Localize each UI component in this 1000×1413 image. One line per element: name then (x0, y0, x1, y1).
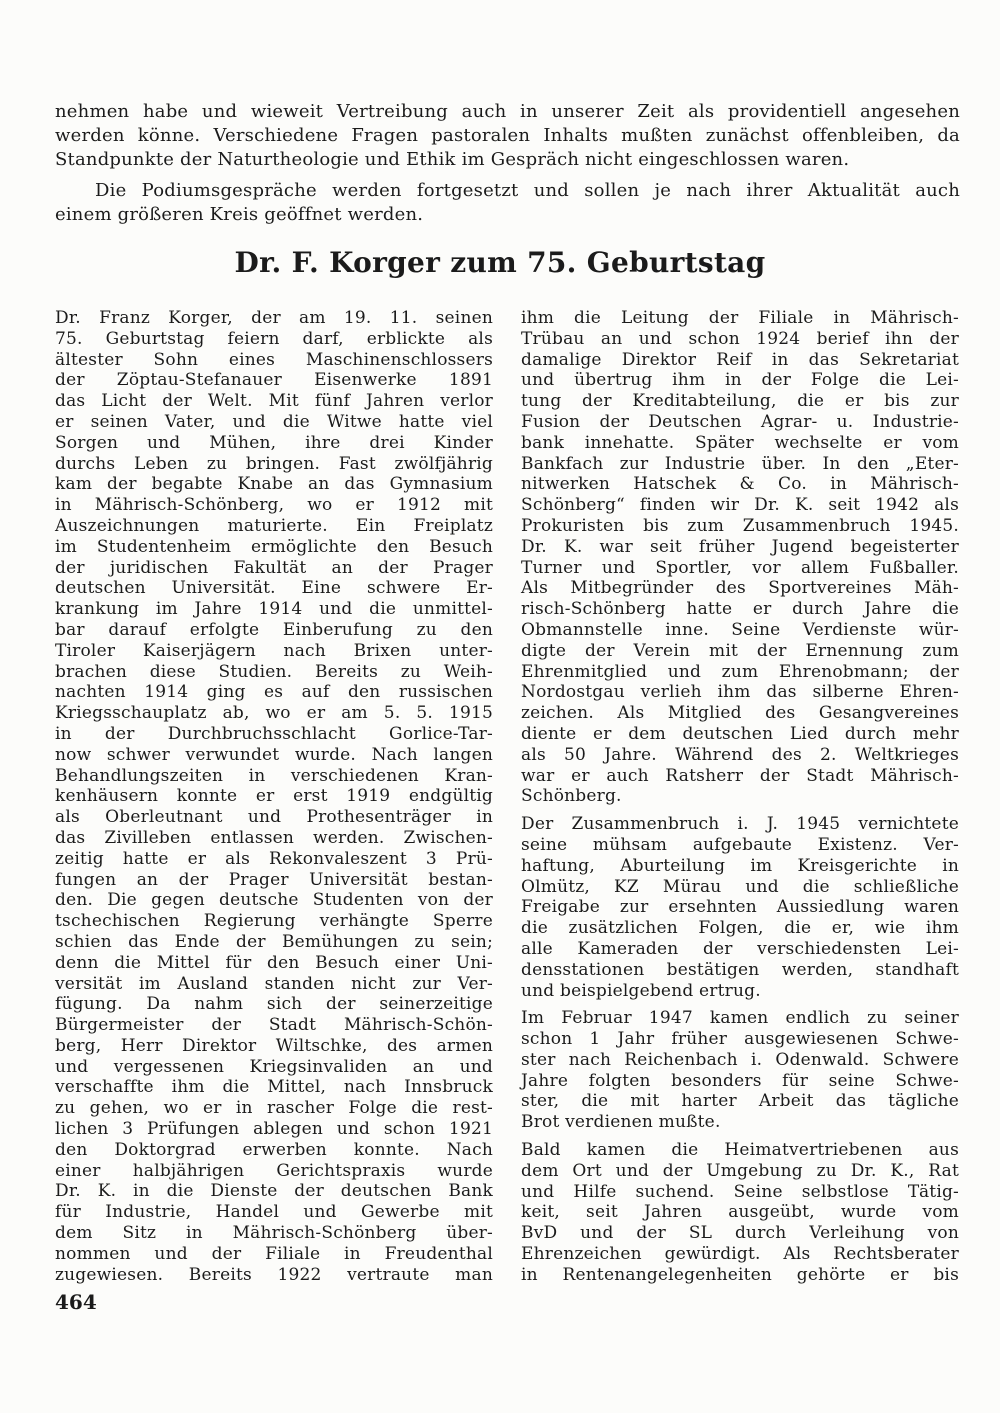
text-line: tschechischen Regierung verhängte Sperre (55, 911, 493, 932)
text-line: der juridischen Fakultät an der Prager (55, 557, 493, 578)
text-line: Olmütz, KZ Mürau und die schließliche (521, 876, 959, 897)
text-line: keit, seit Jahren ausgeübt, wurde vom (521, 1202, 959, 1223)
text-line: nommen und der Filiale in Freudenthal (55, 1243, 493, 1264)
text-line: dem Sitz in Mährisch-Schönberg über- (55, 1223, 493, 1244)
text-line: der Zöptau-Stefanauer Eisenwerke 1891 (55, 370, 493, 391)
text-line: nehmen habe und wieweit Vertreibung auch in unserer Zeit als providentiell angesehen (55, 101, 960, 122)
text-line: Fusion der Deutschen Agrar- u. Industrie- (521, 411, 959, 432)
text-line: nachten 1914 ging es auf den russischen (55, 682, 493, 703)
text-line: als Oberleutnant und Prothesenträger in (55, 807, 493, 828)
text-line: den. Die gegen deutsche Studenten von der (55, 890, 493, 911)
text-line: Der Zusammenbruch i. J. 1945 vernichtete (521, 814, 959, 835)
text-line: Auszeichnungen maturierte. Ein Freiplatz (55, 515, 493, 536)
text-line: und Hilfe suchend. Seine selbstlose Tätig- (521, 1181, 959, 1202)
paragraph (521, 1140, 959, 1286)
text-line: er seinen Vater, und die Witwe hatte viel (55, 411, 493, 432)
text-line: Standpunkte der Naturtheologie und Ethik im Gespräch nicht eingeschlossen waren. (55, 149, 850, 170)
text-line: versität im Ausland standen nicht zur Ver- (55, 973, 493, 994)
text-line: Ehrenmitglied und zum Ehrenobmann; der (521, 661, 959, 682)
text-line: Kriegsschauplatz ab, wo er am 5. 5. 1915 (55, 703, 493, 724)
text-line: kenhäusern konnte er erst 1919 endgültig (55, 786, 493, 807)
text-line: Bürgermeister der Stadt Mährisch-Schön- (55, 1015, 493, 1036)
text-line: Ehrenzeichen gewürdigt. Als Rechtsberater (521, 1244, 959, 1265)
text-line: einer halbjährigen Gerichtspraxis wurde (55, 1160, 493, 1181)
text-line: in Rentenangelegenheiten gehörte er bis (521, 1264, 959, 1285)
text-line: die zusätzlichen Folgen, die er, wie ihm (521, 918, 959, 939)
text-line: ster, die mit harter Arbeit das tägliche (521, 1091, 959, 1112)
text-line: kam der begabte Knabe an das Gymnasium (55, 474, 493, 495)
text-line: in Mährisch-Schönberg, wo er 1912 mit (55, 495, 493, 516)
text-line: Obmannstelle inne. Seine Verdienste wür- (521, 619, 959, 640)
text-line: Bald kamen die Heimatvertriebenen aus (521, 1140, 959, 1161)
text-line: werden könne. Verschiedene Fragen pastoralen Inhalts mußten zunächst offenbleiben, da (55, 125, 960, 146)
text-line: nitwerken Hatschek & Co. in Mährisch- (521, 474, 959, 495)
text-line: damalige Direktor Reif in das Sekretariat (521, 349, 959, 370)
text-line: dem Ort und der Umgebung zu Dr. K., Rat (521, 1160, 959, 1181)
text-line: für Industrie, Handel und Gewerbe mit (55, 1202, 493, 1223)
text-line: Jahre folgten besonders für seine Schwe- (521, 1070, 959, 1091)
intro-text (55, 100, 960, 227)
page-number: 464 (55, 1290, 97, 1314)
text-line: Schönberg. (521, 786, 622, 807)
text-line: risch-Schönberg hatte er durch Jahre die (521, 599, 959, 620)
text-line: Trübau an und schon 1924 berief ihn der (521, 328, 959, 349)
text-line: das Zivilleben entlassen werden. Zwischen- (55, 827, 493, 848)
text-line: schien das Ende der Bemühungen zu sein; (55, 931, 493, 952)
text-line: Als Mitbegründer des Sportvereines Mäh- (521, 578, 959, 599)
paragraph (521, 308, 959, 807)
text-line: durchs Leben zu bringen. Fast zwölfjährig (55, 453, 493, 474)
text-line: Turner und Sportler, vor allem Fußballer. (521, 557, 959, 578)
text-line: fügung. Da nahm sich der seinerzeitige (55, 994, 493, 1015)
text-line: Dr. K. in die Dienste der deutschen Bank (55, 1181, 493, 1202)
paragraph (55, 100, 960, 172)
text-line: zu gehen, wo er in rascher Folge die rest- (55, 1098, 493, 1119)
left-column (55, 308, 493, 1286)
text-line: berg, Herr Direktor Wiltschke, des armen (55, 1035, 493, 1056)
text-line: now schwer verwundet wurde. Nach langen (55, 744, 493, 765)
right-column (521, 308, 959, 1286)
text-line: und vergessenen Kriegsinvaliden an und (55, 1056, 493, 1077)
text-line: verschaffte ihm die Mittel, nach Innsbruck (55, 1077, 493, 1098)
text-line: zeichen. Als Mitglied des Gesangvereines (521, 703, 959, 724)
text-line: bar darauf erfolgte Einberufung zu den (55, 619, 493, 640)
text-line: 75. Geburtstag feiern darf, erblickte als (55, 328, 493, 349)
text-line: Schönberg“ finden wir Dr. K. seit 1942 als (521, 495, 959, 516)
text-line: deutschen Universität. Eine schwere Er- (55, 578, 493, 599)
paragraph (55, 179, 960, 227)
text-line: lichen 3 Prüfungen ablegen und schon 1921 (55, 1119, 493, 1140)
text-line: densstationen bestätigen werden, standhaft (521, 959, 959, 980)
article-body (55, 308, 960, 1286)
text-line: ältester Sohn eines Maschinenschlossers (55, 349, 493, 370)
text-line: bank innehatte. Später wechselte er vom (521, 432, 959, 453)
text-line: diente er dem deutschen Lied durch mehr (521, 723, 959, 744)
text-line: alle Kameraden der verschiedensten Lei- (521, 938, 959, 959)
text-line: digte der Verein mit der Ernennung zum (521, 640, 959, 661)
text-line: Tiroler Kaiserjägern nach Brixen unter- (55, 640, 493, 661)
text-line: einem größeren Kreis geöffnet werden. (55, 204, 424, 225)
text-line: Freigabe zur ersehnten Aussiedlung waren (521, 897, 959, 918)
text-line: schon 1 Jahr früher ausgewiesenen Schwe- (521, 1029, 959, 1050)
text-line: ihm die Leitung der Filiale in Mährisch- (521, 308, 959, 328)
text-line: Dr. Franz Korger, der am 19. 11. seinen (55, 308, 493, 328)
text-line: haftung, Aburteilung im Kreisgerichte in (521, 855, 959, 876)
paragraph (521, 1008, 959, 1133)
text-line: in der Durchbruchsschlacht Gorlice-Tar- (55, 723, 493, 744)
text-line: seine mühsam aufgebaute Existenz. Ver- (521, 834, 959, 855)
text-line: Brot verdienen mußte. (521, 1112, 721, 1133)
text-line: tung der Kreditabteilung, die er bis zur (521, 391, 959, 412)
text-line: den Doktorgrad erwerben konnte. Nach (55, 1139, 493, 1160)
text-line: brachen diese Studien. Bereits zu Weih- (55, 661, 493, 682)
text-line: im Studentenheim ermöglichte den Besuch (55, 536, 493, 557)
paragraph (521, 814, 959, 1001)
text-line: Dr. K. war seit früher Jugend begeisterter (521, 536, 959, 557)
text-line: Die Podiumsgespräche werden fortgesetzt und sollen je nach ihrer Aktualität auch (95, 180, 960, 201)
text-line: ster nach Reichenbach i. Odenwald. Schwere (521, 1049, 959, 1070)
text-line: und übertrug ihm in der Folge die Lei- (521, 370, 959, 391)
article-title: Dr. F. Korger zum 75. Geburtstag (234, 246, 766, 279)
text-line: das Licht der Welt. Mit fünf Jahren verlor (55, 391, 493, 412)
text-line: krankung im Jahre 1914 und die unmittel- (55, 599, 493, 620)
text-line: fungen an der Prager Universität bestan- (55, 869, 493, 890)
paragraph (55, 308, 493, 1285)
text-line: Sorgen und Mühen, ihre drei Kinder (55, 432, 493, 453)
text-line: zeitig hatte er als Rekonvaleszent 3 Prü- (55, 848, 493, 869)
text-line: als 50 Jahre. Während des 2. Weltkrieges (521, 744, 959, 765)
text-line: denn die Mittel für den Besuch einer Uni- (55, 952, 493, 973)
text-line: war er auch Ratsherr der Stadt Mährisch- (521, 765, 959, 786)
text-line: Behandlungszeiten in verschiedenen Kran- (55, 765, 493, 786)
text-line: Bankfach zur Industrie über. In den „Eter- (521, 453, 959, 474)
text-line: BvD und der SL durch Verleihung von (521, 1223, 959, 1244)
text-line: Im Februar 1947 kamen endlich zu seiner (521, 1008, 959, 1029)
text-line: zugewiesen. Bereits 1922 vertraute man (55, 1264, 493, 1285)
text-line: Nordostgau verlieh ihm das silberne Ehren- (521, 682, 959, 703)
text-line: und beispielgebend ertrug. (521, 980, 761, 1001)
text-line: Prokuristen bis zum Zusammenbruch 1945. (521, 515, 959, 536)
